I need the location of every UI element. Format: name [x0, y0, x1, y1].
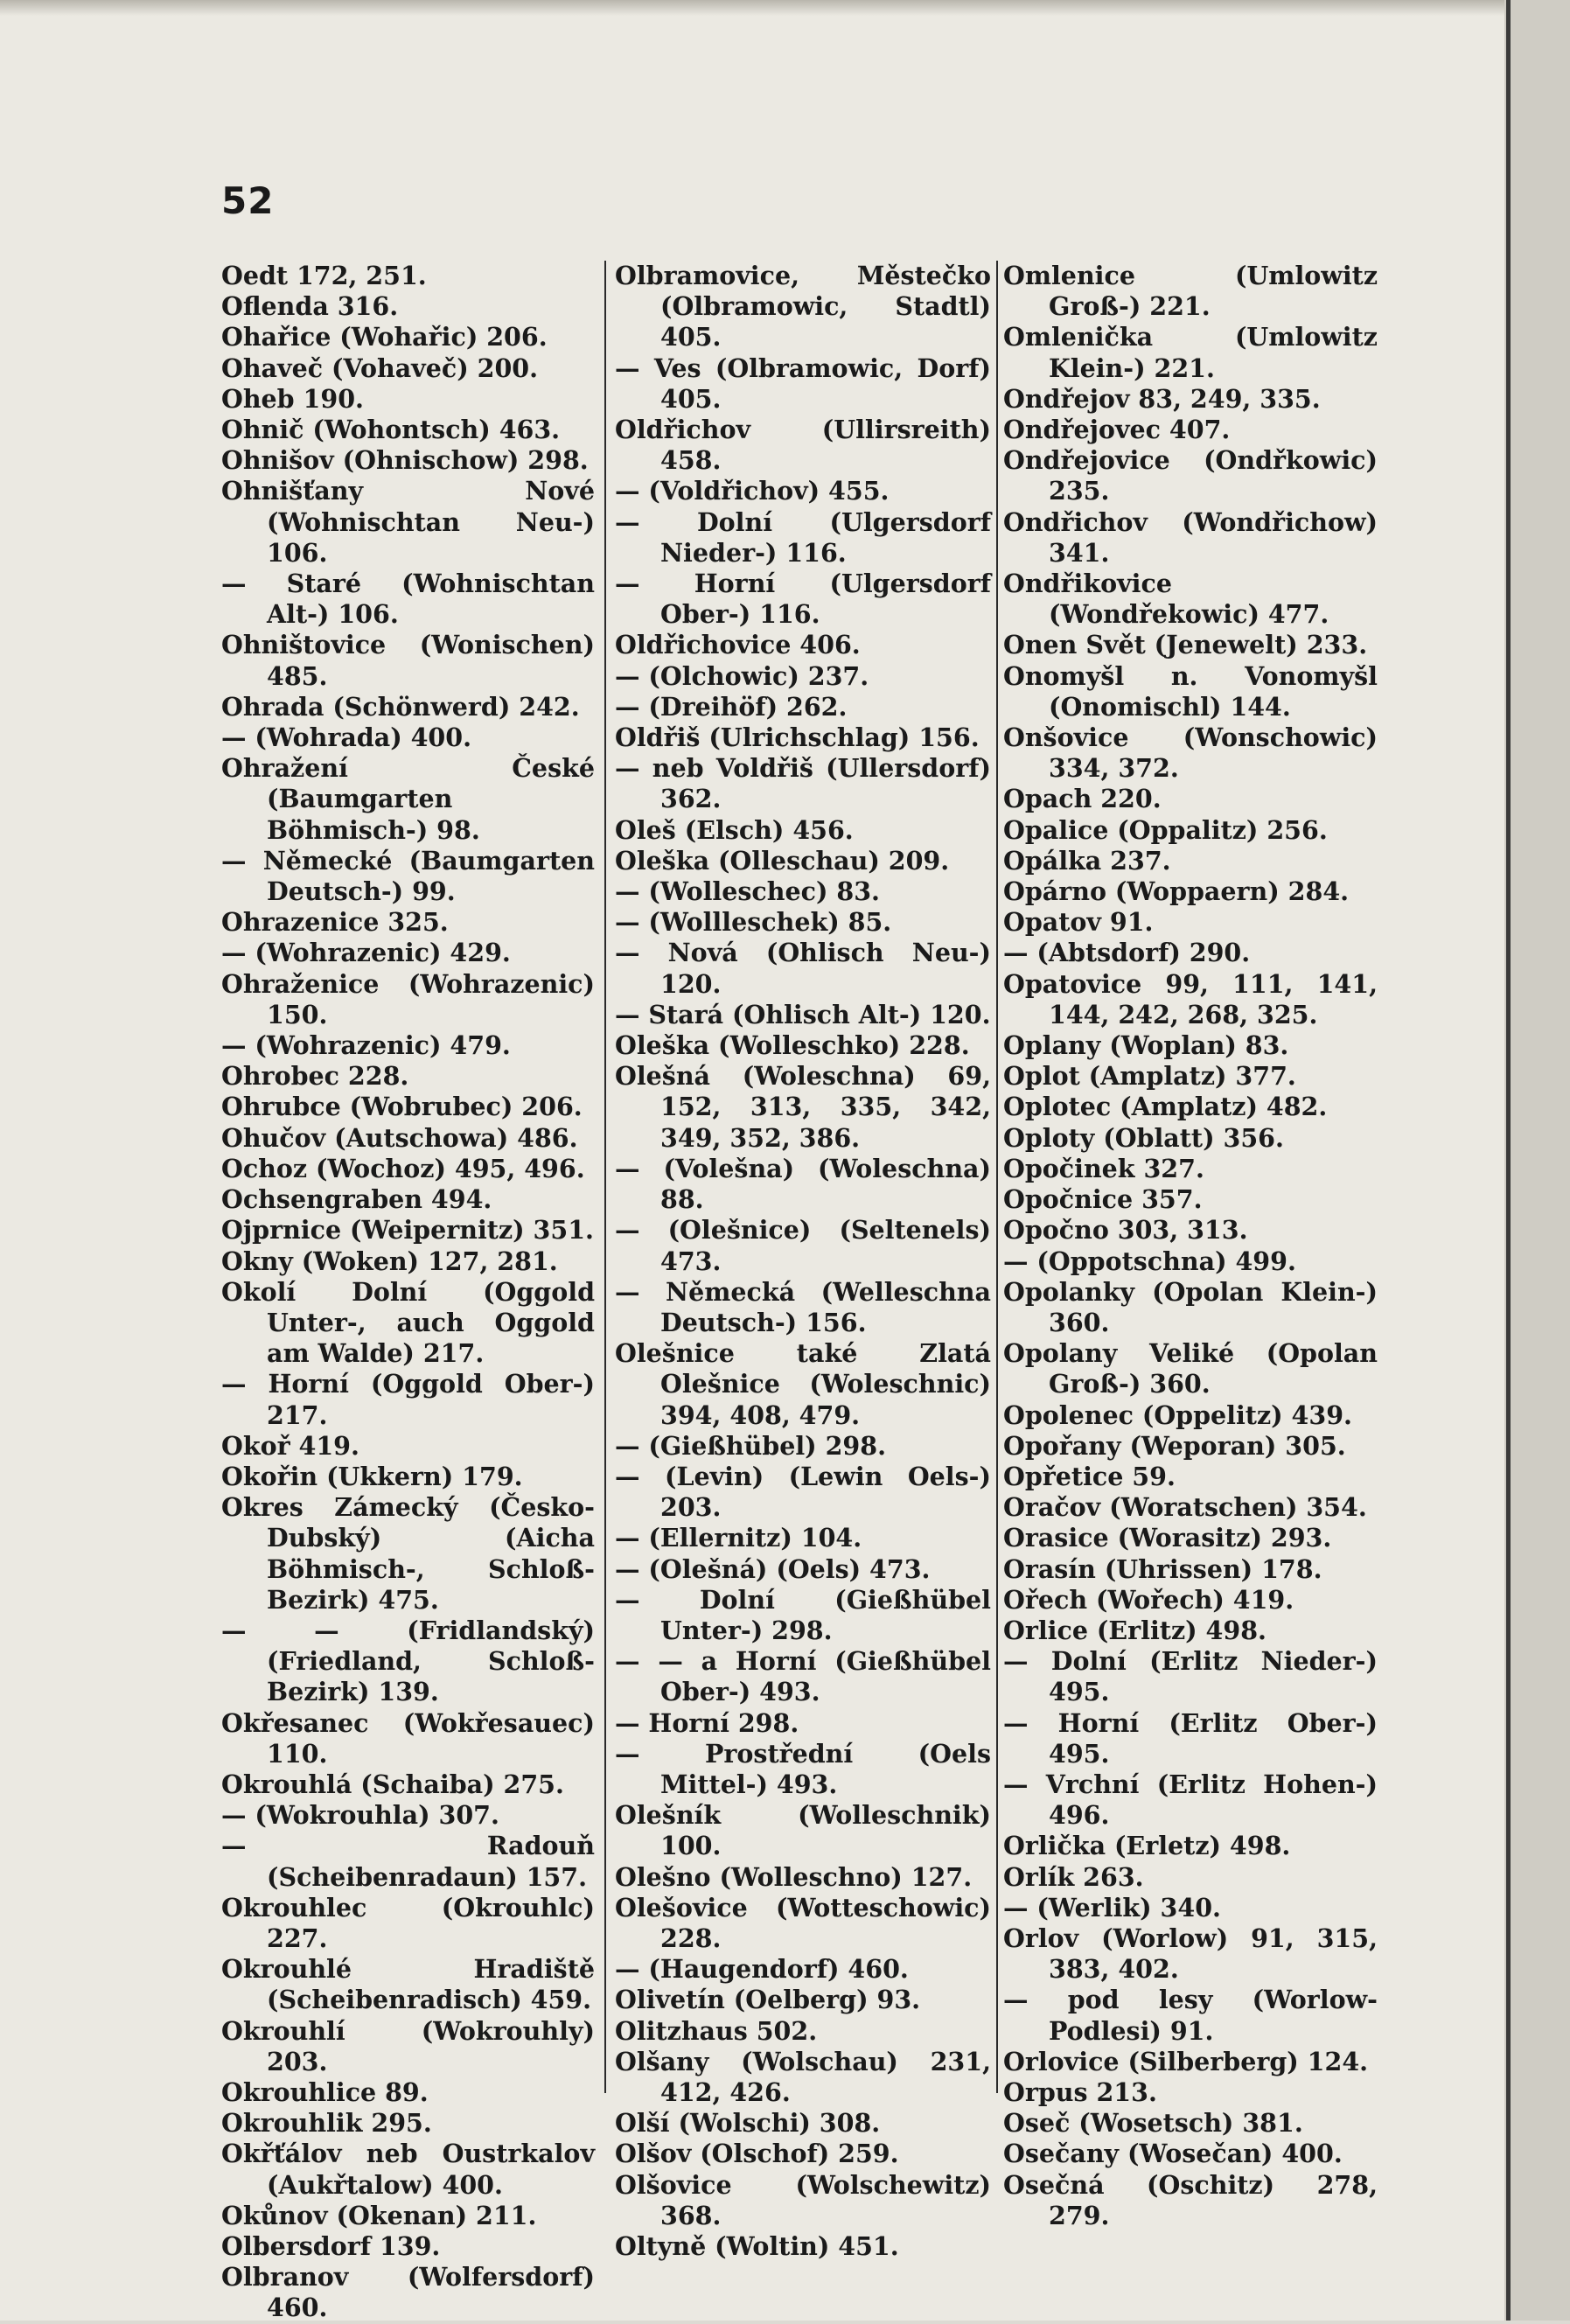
index-entry: Onen Svět (Jenewelt) 233.	[1003, 630, 1368, 660]
index-entry: Onomyšl n. Vonomyšl (Onomischl) 144.	[1003, 660, 1378, 722]
index-entry: — (Voldřichov) 455.	[615, 476, 890, 506]
index-entry: — Horní (Ulgersdorf Ober-) 116.	[615, 569, 991, 630]
page-edge	[1504, 0, 1570, 2321]
index-entry: Oltyně (Woltin) 451.	[615, 2231, 899, 2261]
index-entry: Opořany (Weporan) 305.	[1003, 1430, 1346, 1461]
index-entry: — Dolní (Erlitz Nieder-) 495.	[1003, 1646, 1378, 1707]
index-entry: Opočno 303, 313.	[1003, 1215, 1248, 1246]
index-entry: — (Wolleschec) 83.	[615, 876, 880, 907]
index-entry: Oleš (Elsch) 456.	[615, 814, 854, 845]
index-entry: Orasice (Worasitz) 293.	[1003, 1523, 1332, 1553]
index-entry: Opalice (Oppalitz) 256.	[1003, 814, 1328, 845]
index-entry: — (Olešnice) (Seltenels) 473.	[615, 1215, 991, 1276]
index-entry: Ohništovice (Wonischen) 485.	[221, 630, 595, 691]
index-entry: Orlovice (Silberberg) 124.	[1003, 2046, 1369, 2076]
index-entry: Ohaveč (Vohaveč) 200.	[221, 352, 539, 383]
index-entry: — (Olchowic) 237.	[615, 660, 869, 691]
index-entry: Olešník (Wolleschnik) 100.	[615, 1800, 991, 1861]
index-entry: Ondřejov 83, 249, 335.	[1003, 383, 1321, 414]
index-entry: Ochoz (Wochoz) 495, 496.	[221, 1153, 585, 1183]
index-entry: Ojprnice (Weipernitz) 351.	[221, 1215, 594, 1246]
index-entry: Oseč (Wosetsch) 381.	[1003, 2108, 1303, 2139]
index-entry: Okořin (Ukkern) 179.	[221, 1461, 523, 1491]
index-entry: — (Olešná) (Oels) 473.	[615, 1553, 931, 1584]
index-entry: — neb Voldřiš (Ullersdorf) 362.	[615, 753, 991, 814]
index-entry: — Německá (Welleschna Deutsch-) 156.	[615, 1276, 991, 1337]
index-entry: Opočinek 327.	[1003, 1153, 1204, 1183]
index-entry: Okoř 419.	[221, 1430, 359, 1461]
index-entry: Opolany Veliké (Opolan Groß-) 360.	[1003, 1338, 1378, 1399]
index-entry: Okřťálov neb Oustrkalov (Aukřtalow) 400.	[221, 2139, 595, 2200]
index-entry: Okrouhlik 295.	[221, 2108, 432, 2139]
index-entry: Omlenička (Umlowitz Klein-) 221.	[1003, 322, 1378, 383]
index-entry: Opolenec (Oppelitz) 439.	[1003, 1399, 1352, 1430]
index-entry: — Radouň (Scheibenradaun) 157.	[221, 1831, 595, 1892]
index-entry: — (Abtsdorf) 290.	[1003, 938, 1251, 968]
index-entry: Ondřikovice (Wondřekowic) 477.	[1003, 569, 1329, 630]
index-entry: Ořech (Wořech) 419.	[1003, 1584, 1294, 1615]
index-entry: Oldřichovice 406.	[615, 630, 861, 660]
index-entry: Olbranov (Wolfersdorf) 460.	[221, 2262, 595, 2323]
index-entry: Oleška (Olleschau) 209.	[615, 845, 950, 876]
index-entry: Oheb 190.	[221, 383, 364, 414]
index-entry: Oedt 172, 251.	[221, 261, 427, 290]
index-entry: — Dolní (Ulgersdorf Nieder-) 116.	[615, 506, 991, 568]
index-entry: Ondřichov (Wondřichow) 341.	[1003, 506, 1378, 568]
index-entry: Orlice (Erlitz) 498.	[1003, 1615, 1266, 1645]
index-entry: Okrouhlí (Wokrouhly) 203.	[221, 2015, 595, 2076]
index-entry: Okrouhlice 89.	[221, 2076, 429, 2107]
index-entry: Orasín (Uhrissen) 178.	[1003, 1553, 1322, 1584]
index-entry: Oleška (Wolleschko) 228.	[615, 1030, 970, 1061]
column-divider-1	[604, 261, 606, 2093]
index-entry: Ohnič (Wohontsch) 463.	[221, 415, 561, 445]
index-entry: Olitzhaus 502.	[615, 2015, 818, 2046]
index-column-2	[615, 261, 991, 2262]
index-entry: Opach 220.	[1003, 784, 1162, 814]
index-entry: Okrouhlá (Schaiba) 275.	[221, 1769, 564, 1799]
index-entry: — (Ellernitz) 104.	[615, 1523, 862, 1553]
index-entry: Oplany (Woplan) 83.	[1003, 1030, 1289, 1061]
index-entry: Okres Zámecký (Česko-Dubský) (Aicha Böhmisch-, Schloß-Bezirk) 475.	[221, 1492, 595, 1615]
index-entry: — Horní (Oggold Ober-) 217.	[221, 1369, 595, 1430]
index-entry: Osečná (Oschitz) 278, 279.	[1003, 2169, 1378, 2230]
index-entry: Opočnice 357.	[1003, 1184, 1203, 1215]
index-entry: — (Levin) (Lewin Oels-) 203.	[615, 1461, 991, 1523]
index-entry: Orlov (Worlow) 91, 315, 383, 402.	[1003, 1923, 1378, 1985]
index-entry: — (Gießhübel) 298.	[615, 1430, 887, 1461]
index-entry: — (Werlik) 340.	[1003, 1892, 1221, 1923]
index-entry: Olešno (Wolleschno) 127.	[615, 1861, 973, 1892]
index-entry: — Horní 298.	[615, 1707, 799, 1738]
index-entry: — (Wokrouhla) 307.	[221, 1800, 499, 1831]
index-entry: Orlík 263.	[1003, 1861, 1144, 1892]
index-entry: Olivetín (Oelberg) 93.	[615, 1985, 921, 2015]
index-entry: Opárno (Woppaern) 284.	[1003, 876, 1350, 907]
index-entry: Opálka 237.	[1003, 845, 1171, 876]
index-entry: — (Volešna) (Woleschna) 88.	[615, 1153, 991, 1215]
index-entry: — Horní (Erlitz Ober-) 495.	[1003, 1707, 1378, 1769]
index-entry: Ohnišťany Nové (Wohnischtan Neu-) 106.	[221, 476, 595, 568]
index-entry: Omlenice (Umlowitz Groß-) 221.	[1003, 261, 1378, 322]
index-entry: Olbersdorf 139.	[221, 2231, 441, 2261]
index-entry: Ochsengraben 494.	[221, 1184, 492, 1215]
index-entry: — pod lesy (Worlow-Podlesi) 91.	[1003, 1985, 1378, 2046]
index-entry: — (Haugendorf) 460.	[615, 1954, 909, 1985]
index-entry: Okrouhlé Hradiště (Scheibenradisch) 459.	[221, 1954, 595, 2015]
index-entry: — (Wohrazenic) 429.	[221, 938, 511, 968]
index-entry: Oldřichov (Ullirsreith) 458.	[615, 415, 991, 476]
page-number: 52	[221, 179, 275, 222]
index-entry: Ondřejovice (Ondřkowic) 235.	[1003, 445, 1378, 506]
index-entry: Opatovice 99, 111, 141, 144, 242, 268, 325.	[1003, 968, 1378, 1029]
binding-line	[1506, 0, 1511, 2321]
index-entry: Opolanky (Opolan Klein-) 360.	[1003, 1276, 1378, 1337]
index-entry: Oplotec (Amplatz) 482.	[1003, 1092, 1328, 1122]
index-entry: — (Wohrazenic) 479.	[221, 1030, 511, 1061]
index-entry: Ohraženice (Wohrazenic) 150.	[221, 968, 595, 1029]
index-entry: Olšovice (Wolschewitz) 368.	[615, 2169, 991, 2230]
index-entry: Ohrazenice 325.	[221, 907, 449, 938]
index-entry: Onšovice (Wonschowic) 334, 372.	[1003, 722, 1378, 784]
index-entry: — Prostřední (Oels Mittel-) 493.	[615, 1738, 991, 1799]
index-entry: Ohnišov (Ohnischow) 298.	[221, 445, 589, 476]
index-entry: Ondřejovec 407.	[1003, 415, 1231, 445]
index-entry: Oldřiš (Ulrichschlag) 156.	[615, 722, 980, 753]
index-entry: Olšany (Wolschau) 231, 412, 426.	[615, 2046, 991, 2107]
index-entry: — Dolní (Gießhübel Unter-) 298.	[615, 1584, 991, 1645]
index-entry: — Stará (Ohlisch Alt-) 120.	[615, 999, 991, 1029]
index-entry: — (Dreihöf) 262.	[615, 691, 848, 722]
index-entry: Ohražení České (Baumgarten Böhmisch-) 98.	[221, 753, 595, 845]
index-entry: Osečany (Wosečan) 400.	[1003, 2139, 1343, 2169]
index-column-1	[221, 261, 595, 2324]
index-entry: Okolí Dolní (Oggold Unter-, auch Oggold am Walde) 217.	[221, 1276, 595, 1369]
index-entry: Oplot (Amplatz) 377.	[1003, 1061, 1296, 1092]
index-entry: Oflenda 316.	[221, 291, 399, 322]
index-entry: Ohrada (Schönwerd) 242.	[221, 691, 580, 722]
index-entry: — (Oppotschna) 499.	[1003, 1246, 1296, 1276]
column-divider-2	[996, 261, 998, 2093]
index-entry: Opřetice 59.	[1003, 1461, 1176, 1491]
index-entry: — Německé (Baumgarten Deutsch-) 99.	[221, 845, 595, 907]
index-column-3	[1003, 261, 1378, 2231]
index-entry: Okřesanec (Wokřesauec) 110.	[221, 1707, 595, 1769]
index-entry: Okrouhlec (Okrouhlc) 227.	[221, 1892, 595, 1953]
index-entry: Ohrubce (Wobrubec) 206.	[221, 1092, 583, 1122]
index-entry: Olší (Wolschi) 308.	[615, 2108, 881, 2139]
index-entry: — Staré (Wohnischtan Alt-) 106.	[221, 569, 595, 630]
index-entry: Olešovice (Wotteschowic) 228.	[615, 1892, 991, 1953]
index-entry: Oploty (Oblatt) 356.	[1003, 1122, 1284, 1153]
index-entry: — (Wohrada) 400.	[221, 722, 472, 753]
index-entry: — Ves (Olbramowic, Dorf) 405.	[615, 352, 991, 414]
index-entry: Ohařice (Wohařic) 206.	[221, 322, 548, 352]
index-entry: — Nová (Ohlisch Neu-) 120.	[615, 938, 991, 999]
index-entry: — Vrchní (Erlitz Hohen-) 496.	[1003, 1769, 1378, 1831]
index-entry: — — (Fridlandský) (Friedland, Schloß-Bezirk) 139.	[221, 1615, 595, 1707]
index-entry: Orpus 213.	[1003, 2076, 1157, 2107]
page-top-shadow	[0, 0, 1504, 16]
index-entry: Opatov 91.	[1003, 907, 1154, 938]
index-entry: Olešnice také Zlatá Olešnice (Woleschnic) 394, 408, 479.	[615, 1338, 991, 1430]
index-entry: — — a Horní (Gießhübel Ober-) 493.	[615, 1646, 991, 1707]
index-entry: Okůnov (Okenan) 211.	[221, 2200, 537, 2230]
index-entry: Olešná (Woleschna) 69, 152, 313, 335, 342, 349, 352, 386.	[615, 1061, 991, 1153]
index-entry: Orlička (Erletz) 498.	[1003, 1831, 1291, 1861]
index-entry: Okny (Woken) 127, 281.	[221, 1246, 558, 1276]
index-entry: Ohučov (Autschowa) 486.	[221, 1122, 578, 1153]
index-entry: Oračov (Woratschen) 354.	[1003, 1492, 1367, 1523]
index-entry: Ohrobec 228.	[221, 1061, 409, 1092]
index-entry: Olbramovice, Městečko (Olbramowic, Stadtl) 405.	[615, 261, 991, 352]
index-entry: Olšov (Olschof) 259.	[615, 2139, 899, 2169]
index-entry: — (Wollleschek) 85.	[615, 907, 892, 938]
